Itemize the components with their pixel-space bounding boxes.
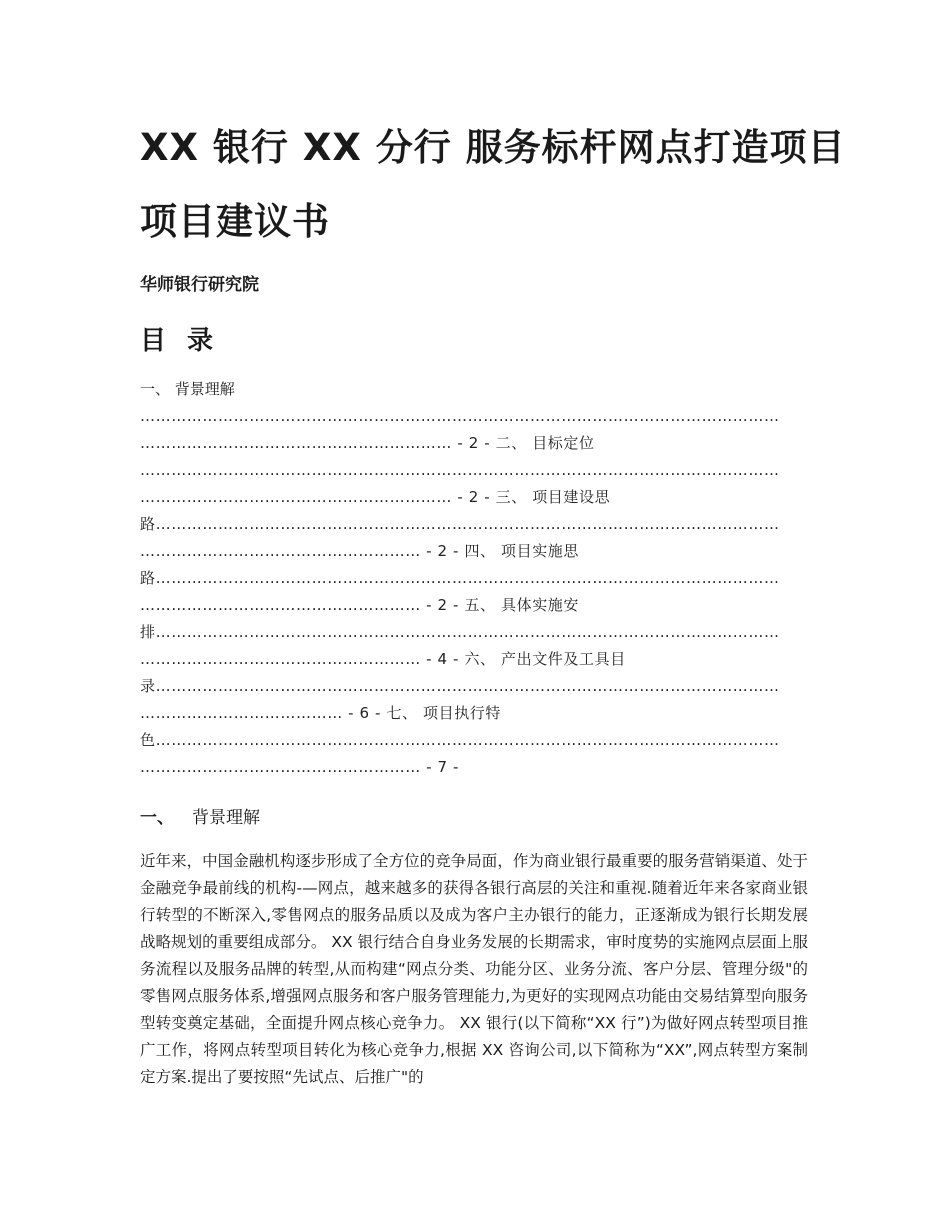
section-number: 一、: [140, 808, 174, 828]
body-paragraph: 近年来，中国金融机构逐步形成了全方位的竞争局面，作为商业银行最重要的服务营销渠道、处于金融竞争最前线的机构-—网点，越来越多的获得各银行高层的关注和重视.随着近年来各家商业银行转型的不断深入,零售网点的服务品质以及成为客户主办银行的能力，正逐渐成为银行长期发展战略规划的重要组成部分。 XX 银行结合自身业务发展的长期需求，审时度势的实施网点层面上服务流程以及服务品牌的转型,从而构建“网点分类、功能分区、业务分流、客户分层、管理分级"的零售网点服务体系,增强网点服务和客户服务管理能力,为更好的实现网点功能由交易结算型向服务型转变奠定基础，全面提升网点核心竞争力。 XX 银行(以下简称“XX 行”)为做好网点转型项目推广工作，将网点转型项目转化为核心竞争力,根据 XX 咨询公司,以下简称为“XX”,网点转型方案制定方案.提出了要按照“先试点、后推广"的: [140, 852, 808, 1086]
toc-line: ……………………………………………… - 2 - 五、 具体实施安: [140, 596, 580, 614]
toc-line: …………………………………………………… - 2 - 三、 项目建设思: [140, 488, 611, 506]
document-title-line1: XX 银行 XX 分行 服务标杆网点打造项目: [140, 126, 846, 169]
toc-line: ……………………………………………… - 4 - 六、 产出文件及工具目: [140, 650, 626, 668]
document-author: 华师银行研究院: [140, 275, 259, 295]
toc-line: 路…………………………………………………………………………………………………………: [140, 569, 780, 587]
toc-line: 一、 背景理解: [140, 380, 235, 398]
toc-line: ……………………………………………… - 7 -: [140, 758, 460, 776]
section-title: 背景理解: [192, 808, 260, 828]
toc-line: 路…………………………………………………………………………………………………………: [140, 515, 780, 533]
toc-line: 排…………………………………………………………………………………………………………: [140, 623, 780, 641]
toc-line: ……………………………………………… - 2 - 四、 项目实施思: [140, 542, 580, 560]
toc-line: …………………………………………………… - 2 - 二、 目标定位: [140, 434, 595, 452]
section-body: [140, 848, 808, 1091]
table-of-contents: [140, 376, 808, 781]
toc-line: 录…………………………………………………………………………………………………………: [140, 677, 780, 695]
toc-line: ………………………………… - 6 - 七、 项目执行特: [140, 704, 502, 722]
section-heading: [140, 803, 260, 828]
toc-heading: 目 录: [140, 326, 220, 356]
document-title-line2: 项目建议书: [140, 200, 330, 243]
toc-line: ……………………………………………………………………………………………………………: [140, 461, 780, 479]
toc-line: 色…………………………………………………………………………………………………………: [140, 731, 780, 749]
toc-line: ……………………………………………………………………………………………………………: [140, 407, 780, 425]
